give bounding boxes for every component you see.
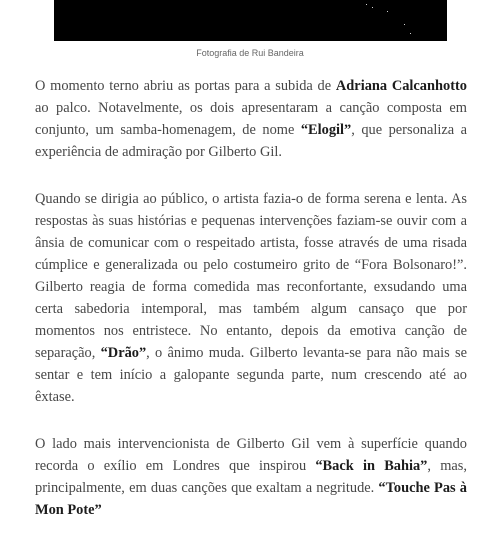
paragraph-text: , que personaliza a experiência de admiração por Gilberto Gil.: [35, 122, 467, 160]
photo-highlight: [387, 11, 388, 12]
concert-photo: [54, 0, 447, 41]
photo-highlight: [410, 33, 411, 34]
article-paragraph: [35, 188, 467, 408]
paragraph-text: , o ânimo muda. Gilberto levanta-se para não mais se sentar e tem início a galopante segunda parte, num crescendo até ao êxtase.: [35, 345, 468, 405]
photo-caption: Fotografia de Rui Bandeira: [196, 48, 304, 58]
photo-highlight: [366, 4, 367, 5]
photo-highlight: [372, 7, 373, 8]
paragraph-text: ao palco. Notavelmente, os dois apresentaram a canção composta em conjunto, um samba-homenagem, de nome: [35, 100, 467, 138]
paragraph-text: , mas, principalmente, em duas canções que exaltam a negritude.: [35, 458, 467, 496]
song-title: “Back in Bahia”: [315, 458, 428, 474]
article-body: [35, 75, 467, 546]
article-paragraph: [35, 75, 467, 163]
song-title: “Touche Pas à Mon Pote”: [35, 480, 467, 518]
song-title: “Elogil”: [300, 122, 352, 138]
photo-highlight: [404, 24, 405, 25]
paragraph-text: O lado mais intervencionista de Gilberto Gil vem à superfície quando recorda o exílio em Londres que inspirou: [35, 436, 467, 474]
song-title: “Drão”: [100, 345, 147, 361]
paragraph-text: Quando se dirigia ao público, o artista fazia-o de forma serena e lenta. As respostas às suas histórias e pequenas intervenções faziam-se ouvir com a ânsia de comunicar com o respeitado artista, fosse através de uma risada cúmplice e generalizada ou pelo costumeiro grito de “Fora Bolsonaro!”. Gilberto reagia de forma comedida mas reconfortante, exsudando uma certa sabedoria intemporal, mas também algum cansaço que por momentos nos entristece. No entanto, depois da emotiva canção de separação,: [35, 191, 467, 361]
paragraph-text: O momento terno abriu as portas para a subida de: [35, 78, 336, 94]
artist-name: Adriana Calcanhotto: [335, 78, 467, 94]
article-paragraph: [35, 433, 467, 521]
